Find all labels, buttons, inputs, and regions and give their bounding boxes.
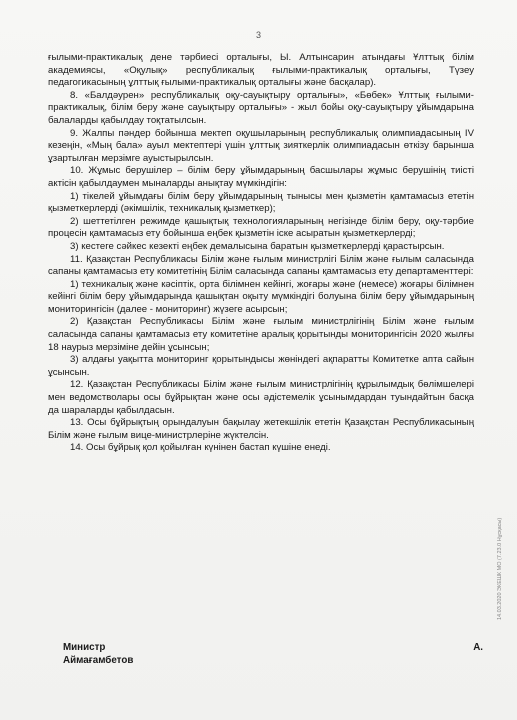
paragraph-item-10-3: 3) кестеге сәйкес кезекті еңбек демалысына баратын қызметкерлерді қарастырсын.: [70, 240, 445, 252]
signatory-initial: А.: [473, 642, 483, 653]
paragraph-item-9: 9. Жалпы пәндер бойынша мектеп оқушыларының республикалық олимпиадасының IV кезеңін, «Мың бала» ауыл мектептері үшін ұлттық зияткерлік олимпиадасын өткізу барынша ұзартылған мерзімге ауыстырылсын.: [48, 127, 474, 164]
paragraph-item-10-1: 1) тікелей ұйымдағы білім беру ұйымдарының тынысы мен қызметін қамтамасыз ететін қызметкерлерді (әкімшілік, техникалық қызметкер);: [48, 190, 474, 215]
document-body: [48, 52, 474, 455]
electronic-document-stamp: 14.03.2020 ЭКЕШК МО (7.23.0 Нұсқасы): [497, 517, 503, 620]
page-number: 3: [255, 30, 261, 40]
signatory-surname: Аймағамбетов: [63, 655, 134, 666]
paragraph-item-12: 12. Қазақстан Республикасы Білім және ғылым министрлігінің құрылымдық бөлімшелері мен ведомстволары осы бұйрықтан және осы әдістемелік ұсынымдардан туындайтын басқа да шараларды қабылдасын.: [48, 379, 474, 416]
paragraph-item-11-2: 2) Қазақстан Республикасы Білім және ғылым министрлігінің Білім және ғылым саласында сапаны қамтамасыз ету комитетіне аралық қорытынды мониторингісін 2020 жылғы 18 наурыз мерзіміне дейін ұсынсын;: [48, 316, 474, 353]
paragraph-continuation: ғылыми-практикалық дене тәрбиесі орталығы, Ы. Алтынсарин атындағы Ұлттық білім академиясы, «Оқулық» республикалық ғылыми-практикалық орталығы, Түзеу педагогикасының ұлттық ғылыми-практикалық орталығы және басқалар).: [48, 52, 474, 89]
paragraph-item-10-2: 2) шеттетілген режимде қашықтық технологияларының негізінде білім беру, оқу-тәрбие процесін қамтамасыз ету бойынша еңбек қызметін іске асыратын қызметкерлерді;: [48, 215, 474, 240]
paragraph-item-11: 11. Қазақстан Республикасы Білім және ғылым министрлігі Білім және ғылым саласында сапаны қамтамасыз ету комитетінің Білім саласында сапаны қамтамасыз ету департаменттері:: [48, 253, 474, 278]
paragraph-item-11-1: 1) техникалық және кәсіптік, орта білімнен кейінгі, жоғары және (немесе) жоғары білімнен кейінгі білім беру ұйымдарында қашықтан оқыту мүмкіндігі болуына білім беру ұйымдарының мониторингісін (далее - мониторинг) жүзеге асырсын;: [48, 278, 474, 315]
paragraph-item-14: 14. Осы бұйрық қол қойылған күнінен бастап күшіне енеді.: [70, 442, 331, 454]
paragraph-item-13: 13. Осы бұйрықтың орындалуын бақылау жетекшілік ететін Қазақстан Республикасының Білім және ғылым вице-министрлеріне жүктелсін.: [48, 417, 474, 441]
paragraph-item-8: 8. «Балдәурен» республикалық оқу-сауықтыру орталығы», «Бөбек» Ұлттық ғылыми-практикалық, білім беру және сауықтыру орталығы» - жыл бойы оқу-сауықтыру ұйымдарына балаларды қабылдау тоқтатылсын.: [48, 89, 474, 126]
paragraph-item-10: 10. Жұмыс берушілер – білім беру ұйымдарының басшылары жұмыс берушінің тиісті актісін қабылдаумен мыналарды анықтау мүмкіндігін:: [48, 165, 474, 189]
paragraph-item-11-3: 3) алдағы уақытта мониторинг қорытындысы жөніндегі ақпаратты Комитетке апта сайын ұсынсын.: [48, 354, 474, 378]
signatory-title: Министр: [63, 642, 106, 653]
